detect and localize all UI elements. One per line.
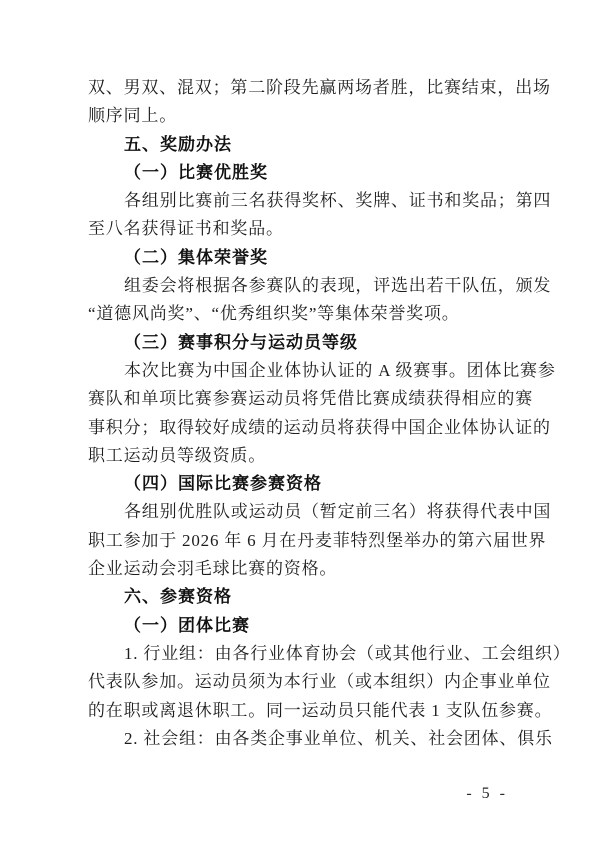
text-line: 企业运动会羽毛球比赛的资格。 (88, 559, 338, 579)
text-line: 顺序同上。 (88, 106, 177, 126)
section-heading: 六、参赛资格 (124, 587, 232, 607)
subsection-heading: （一）团体比赛 (124, 615, 250, 635)
subsection-heading: （一）比赛优胜奖 (124, 162, 268, 182)
text-line: 职工运动员等级资质。 (88, 445, 266, 465)
text-line: 事积分；取得较好成绩的运动员将获得中国企业体协认证的 (88, 417, 551, 437)
text-line: 本次比赛为中国企业体协认证的 A 级赛事。团体比赛参 (124, 360, 556, 380)
section-heading: 五、奖励办法 (124, 134, 232, 154)
text-line: 各组别比赛前三名获得奖杯、奖牌、证书和奖品；第四 (124, 191, 552, 211)
text-line: 双、男双、混双；第二阶段先赢两场者胜，比赛结束，出场 (88, 78, 551, 97)
text-line: 代表队参加。运动员须为本行业（或本组织）内企事业单位 (88, 672, 551, 692)
text-line: 的在职或离退休职工。同一运动员只能代表 1 支队伍参赛。 (88, 700, 553, 720)
text-line: “道德风尚奖”、“优秀组织奖”等集体荣誉奖项。 (88, 304, 460, 324)
text-line: 赛队和单项比赛参赛运动员将凭借比赛成绩获得相应的赛 (88, 389, 533, 409)
text-line: 1. 行业组：由各行业体育协会（或其他行业、工会组织） (124, 643, 571, 663)
subsection-heading: （二）集体荣誉奖 (124, 247, 268, 267)
text-line: 职工参加于 2026 年 6 月在丹麦菲特烈堡举办的第六届世界 (88, 530, 547, 550)
text-line: 至八名获得证书和奖品。 (88, 219, 284, 239)
text-line: 各组别优胜队或运动员（暂定前三名）将获得代表中国 (124, 502, 552, 522)
subsection-heading: （四）国际比赛参赛资格 (124, 474, 322, 494)
text-line: 2. 社会组：由各类企事业单位、机关、社会团体、俱乐 (124, 728, 553, 748)
text-line: 组委会将根据各参赛队的表现，评选出若干队伍，颁发 (124, 276, 552, 296)
document-body (88, 74, 571, 753)
subsection-heading: （三）赛事积分与运动员等级 (124, 332, 358, 352)
page-number: - 5 - (466, 785, 508, 802)
